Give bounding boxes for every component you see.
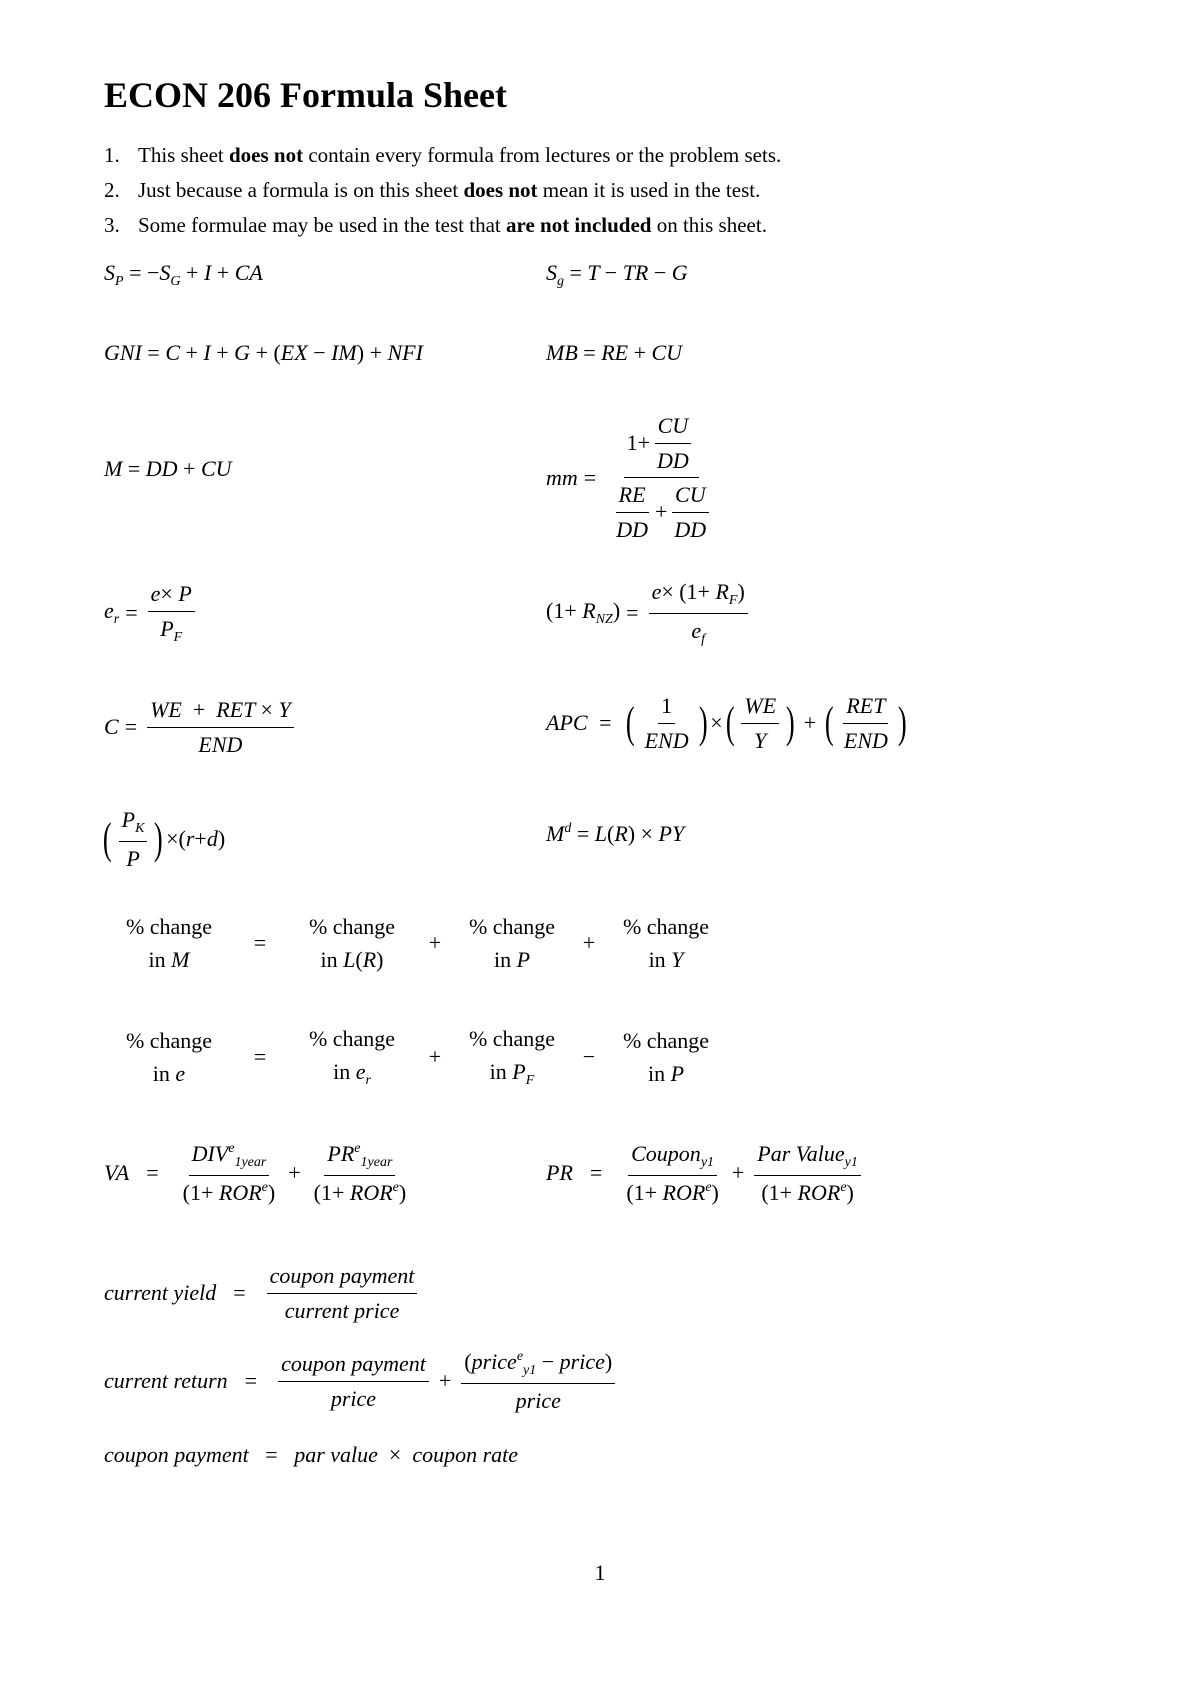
- notes-list: [104, 138, 1104, 243]
- note-item: 1. This sheet does not contain every formula from lectures or the problem sets.: [104, 143, 782, 167]
- formula-pct-change-exchange: % change in e = % change in $e_r$ + % change in $P_F$ − % change in P: [125, 1026, 710, 1088]
- page-title: ECON 206 Formula Sheet: [104, 75, 507, 115]
- formula-pct-change-money: % change in M = % change in L(R) + % change in P + % change in Y: [125, 914, 710, 972]
- note-item: 2. Just because a formula is on this sheet does not mean it is used in the test.: [104, 178, 761, 202]
- note-item: 3. Some formulae may be used in the test that are not included on this sheet.: [104, 213, 767, 237]
- formula-private-saving: $S_P = -S_G + I$ + CA: [104, 260, 263, 289]
- page-number: 1: [594, 1560, 606, 1585]
- formula-consumption: C = $\frac{\text{WE + RET × Y}}{\text{END}}$: [104, 696, 298, 758]
- formula-real-exchange-rate: $e_r$ = $\frac{e\times P}{P_F}$: [104, 580, 199, 646]
- formula-current-yield: current yield = $\frac{\text{coupon payment}}{\text{current price}}$: [104, 1262, 421, 1324]
- formula-gni: GNI = C + I + G + (EX − IM) + NFI: [104, 340, 423, 365]
- formula-coupon-payment: coupon payment = par value × coupon rate: [104, 1442, 519, 1467]
- formula-money-supply: M = DD + CU: [104, 456, 232, 481]
- formula-apc: APC = ( $\frac{1}{\text{END}}$ ) × ( $\frac{WE}{Y}$ ) + ( $\frac{\text{RET}}{\text{END}}$ ): [546, 693, 907, 753]
- formula-interest-parity: $(1+ R_{NZ})$ = $\frac{e\times (1+ R_F)}{e_f}$: [546, 578, 752, 648]
- formula-money-multiplier: mm = 1 + $\frac{CU}{DD}$ $\frac{RE}{DD}$ + $\frac{CU}{DD}$: [546, 412, 720, 543]
- formula-monetary-base: MB = RE + CU: [546, 340, 683, 365]
- formula-user-cost-capital: ( $\frac{P_K}{P}$ ) × ( r + d ): [102, 807, 226, 871]
- formula-money-demand: $M^d = L(R)$ × PY: [546, 821, 685, 846]
- formula-value-of-share: VA = $\frac{DIV^e_{1year}}{(1+ ROR^e)}$ + $\frac{PR^e_{1year}}{(1+ ROR^e)}$: [104, 1141, 407, 1205]
- formula-government-saving: $S_g = T$ − TR − G: [546, 260, 688, 289]
- formula-current-return: current return = $\frac{\text{coupon payment}}{\text{price}}$ + $\frac{(price^e_{y1} - price)}{\text{price}}$: [104, 1348, 619, 1414]
- formula-price-of-bond: PR = $\frac{Coupon_{y1}}{(1+ ROR^e)}$ + $\frac{Par Value_{y1}}{(1+ ROR^e)}$: [546, 1140, 865, 1206]
